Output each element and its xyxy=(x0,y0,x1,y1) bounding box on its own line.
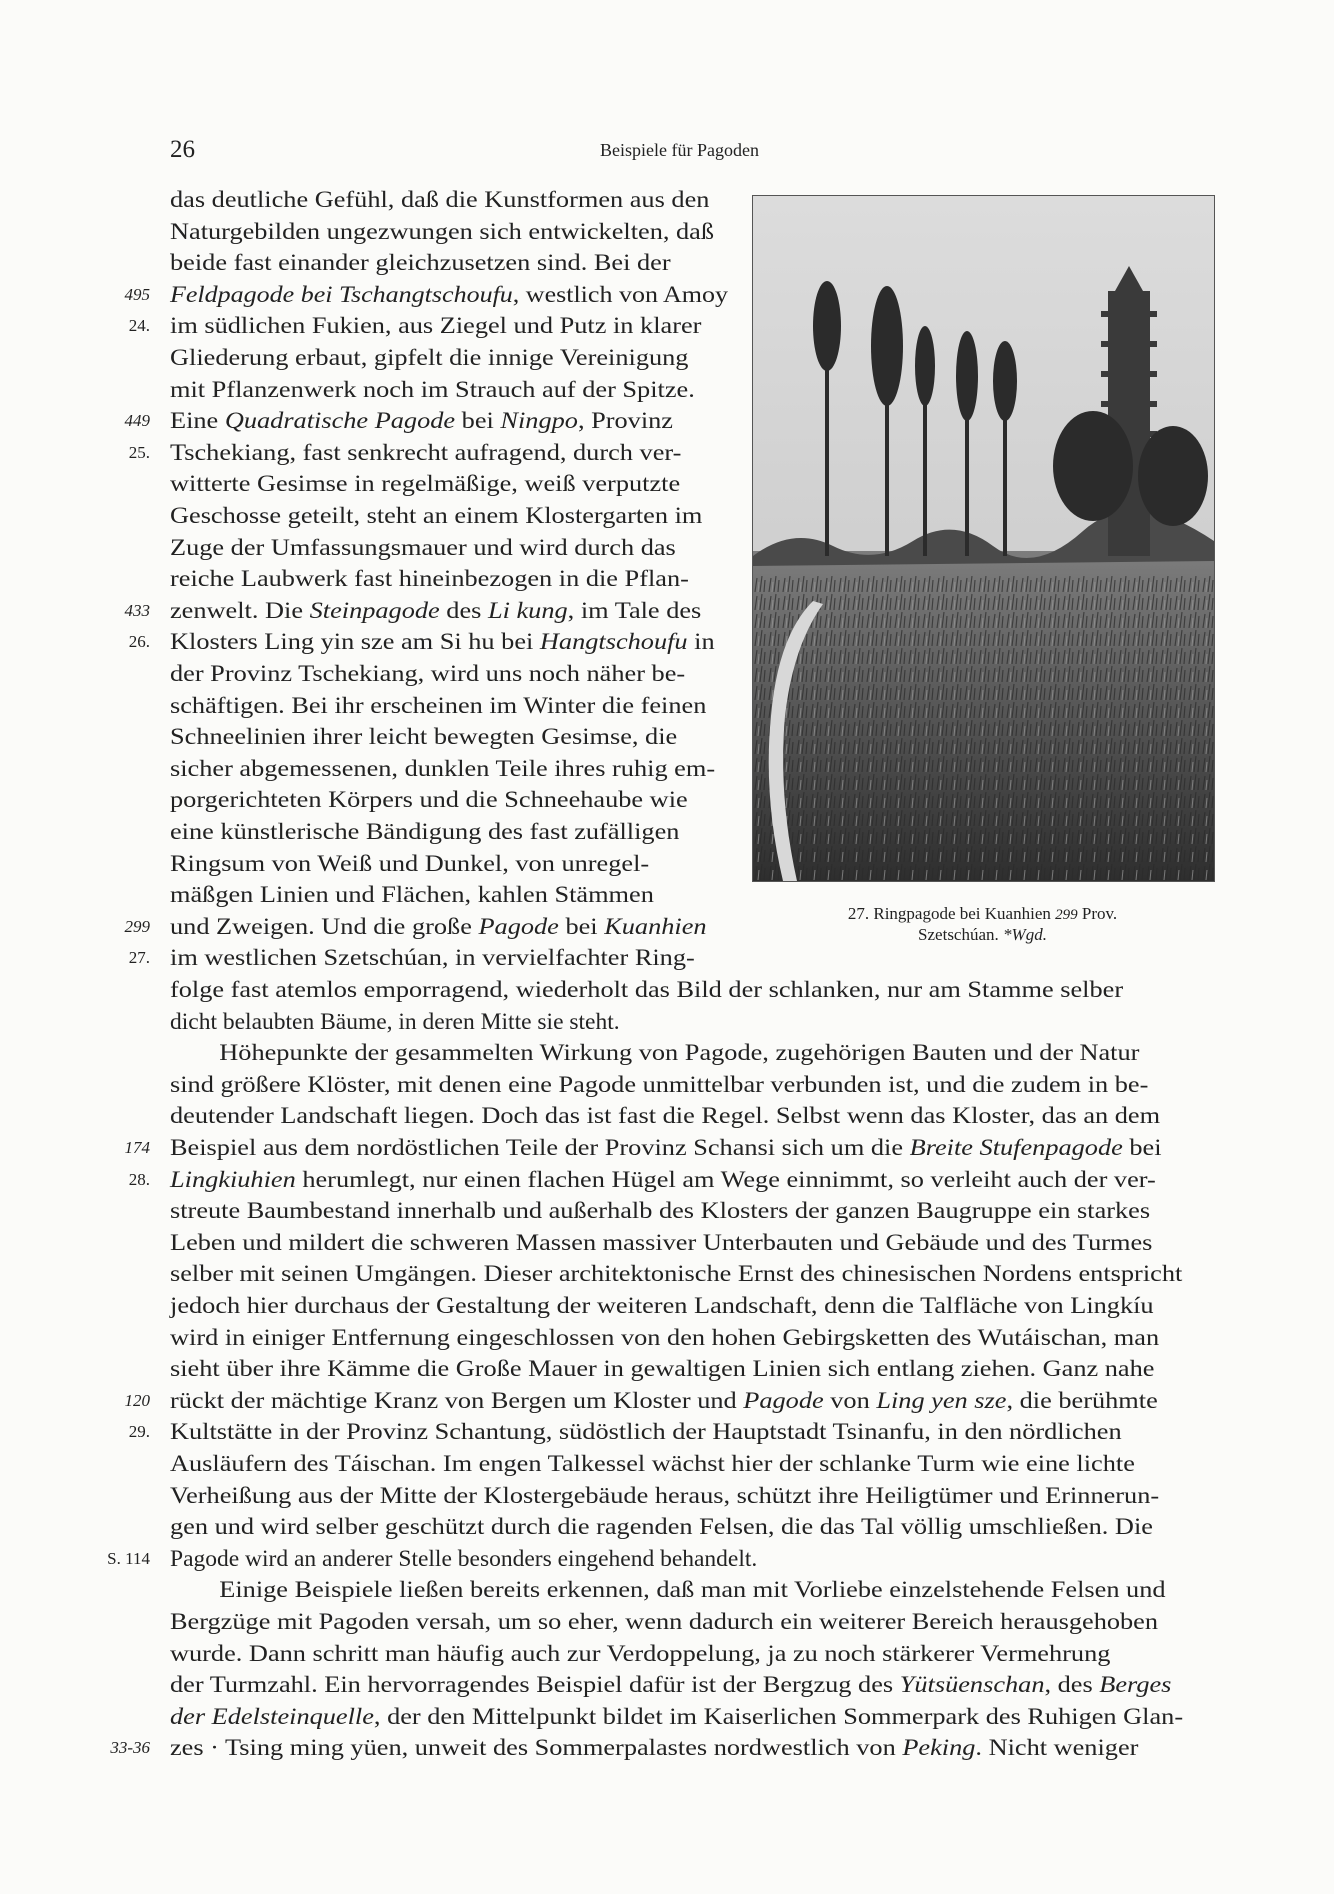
text-run: Zuge der Umfassungsmauer und wird durch das xyxy=(170,534,676,561)
text-run: in xyxy=(687,629,715,656)
text-line xyxy=(170,658,685,690)
text-line xyxy=(170,216,714,248)
text-run: bei xyxy=(1122,1135,1162,1161)
text-run: Einige Beispiele ließen bereits erkennen, daß man mit Vorliebe einzelstehende Felsen und xyxy=(219,1577,1166,1604)
text-line xyxy=(170,1037,1139,1069)
text-run: der Turmzahl. Ein hervorragendes Beispiel dafür ist der Bergzug des xyxy=(170,1672,900,1699)
text-run: , die berühmte xyxy=(1006,1387,1158,1414)
italic-term: Yütsüenschan xyxy=(899,1672,1045,1699)
text-line xyxy=(170,1732,1138,1764)
text-run: herumlegt, nur einen flachen Hügel am Wege einnimmt, so verleiht auch der ver- xyxy=(295,1166,1156,1193)
text-run: der Provinz Tschekiang, wird uns noch näher be- xyxy=(170,661,686,687)
margin-ref: 24. xyxy=(128,316,150,336)
text-run: , westlich von Amoy xyxy=(512,281,729,308)
text-line xyxy=(170,279,728,311)
italic-term: Pagode xyxy=(478,913,559,940)
text-line xyxy=(170,468,680,500)
text-run: Schneelinien ihrer leicht bewegten Gesimse, die xyxy=(170,724,678,751)
text-line xyxy=(170,405,673,437)
text-run: mäßgen Linien und Flächen, kahlen Stämmen xyxy=(170,882,654,909)
text-line xyxy=(170,1701,1183,1733)
text-run: reiche Laubwerk fast hineinbezogen in die Pflan- xyxy=(170,566,689,593)
text-run: Verheißung aus der Mitte der Klostergebäude heraus, schützt ihre Heiligtümer und Erinnerun- xyxy=(170,1482,1160,1509)
text-run: dicht belaubten Bäume, in deren Mitte sie steht. xyxy=(170,1008,620,1035)
text-run: Leben und mildert die schweren Massen massiver Unterbauten und Gebäude und des Turmes xyxy=(170,1229,1153,1256)
text-line xyxy=(170,500,702,532)
caption-credit: *Wgd. xyxy=(1003,925,1047,944)
text-run: porgerichteten Körpers und die Schneehaube wie xyxy=(170,787,688,814)
text-run: Bergzüge mit Pagoden versah, um so eher, wenn dadurch ein weiterer Bereich herausgehoben xyxy=(170,1609,1159,1635)
margin-ref: 25. xyxy=(128,442,150,462)
text-line xyxy=(170,1416,1122,1448)
text-line xyxy=(170,690,706,722)
text-run: des xyxy=(439,597,488,624)
text-run: wurde. Dann schritt man häufig auch zur Verdoppelung, ja zu noch stärkerer Vermehrung xyxy=(170,1640,1111,1667)
italic-term: Breite Stufenpagode xyxy=(909,1135,1123,1161)
text-line xyxy=(170,911,707,943)
text-line xyxy=(170,1290,1154,1322)
margin-ref: 174 xyxy=(124,1138,150,1157)
italic-term: Ling yen sze xyxy=(876,1387,1007,1414)
margin-ref: 26. xyxy=(128,632,150,652)
text-line xyxy=(170,879,654,911)
text-run: . Nicht weniger xyxy=(975,1735,1139,1762)
text-line xyxy=(170,1480,1159,1512)
margin-ref: 495 xyxy=(124,284,150,304)
text-line xyxy=(170,1006,620,1038)
text-run: Ausläufern des Táischan. Im engen Talkessel wächst hier der schlanke Turm wie eine lichte xyxy=(170,1451,1135,1477)
text-run: streute Baumbestand innerhalb und außerhalb des Klosters der ganzen Baugruppe ein starkes xyxy=(170,1198,1151,1225)
text-line xyxy=(170,974,1123,1006)
text-line xyxy=(170,1353,1154,1385)
margin-ref: 29. xyxy=(128,1422,150,1442)
text-run: zenwelt. Die xyxy=(170,597,310,624)
margin-ref: 433 xyxy=(124,600,150,620)
text-line xyxy=(170,1164,1156,1196)
text-line xyxy=(170,342,688,374)
text-line xyxy=(170,1195,1150,1227)
italic-term: Lingkiuhien xyxy=(170,1166,296,1193)
text-line xyxy=(170,1227,1152,1259)
italic-term: Ningpo xyxy=(500,408,578,435)
text-line xyxy=(170,1606,1158,1638)
text-line xyxy=(170,1258,1182,1290)
italic-term: der Edelsteinquelle xyxy=(170,1703,374,1730)
text-run: zes · Tsing ming yüen, unweit des Sommerpalastes nordwestlich von xyxy=(170,1735,903,1762)
text-run: im südlichen Fukien, aus Ziegel und Putz in klarer xyxy=(170,313,702,340)
margin-ref: 449 xyxy=(124,411,150,431)
text-run: jedoch hier durchaus der Gestaltung der weiteren Landschaft, denn die Talfläche von Lingkíu xyxy=(170,1293,1154,1319)
text-line xyxy=(170,1100,1160,1132)
text-line xyxy=(170,184,709,216)
text-run: Kultstätte in der Provinz Schantung, südöstlich der Hauptstadt Tsinanfu, in den nördlichen xyxy=(170,1419,1122,1446)
italic-term: Pagode xyxy=(743,1387,824,1414)
margin-ref: 28. xyxy=(128,1169,150,1189)
caption-text: 27. Ringpagode bei Kuanhien xyxy=(847,904,1056,923)
text-line xyxy=(170,816,679,848)
text-line xyxy=(170,310,701,342)
text-line xyxy=(170,1448,1135,1480)
figure-caption xyxy=(752,904,1213,945)
text-line xyxy=(170,563,689,595)
text-run: Eine xyxy=(170,408,225,435)
page-number: 26 xyxy=(170,136,195,163)
caption-ref: 299 xyxy=(1055,907,1078,923)
text-run: Geschosse geteilt, steht an einem Klostergarten im xyxy=(170,503,703,529)
italic-term: Steinpagode xyxy=(309,597,440,624)
text-run: wird in einiger Entfernung eingeschlossen von den hohen Gebirgsketten des Wutáischan, man xyxy=(170,1324,1160,1351)
text-run: mit Pflanzenwerk noch im Strauch auf der Spitze. xyxy=(170,376,695,403)
text-run: Höhepunkte der gesammelten Wirkung von Pagode, zugehörigen Bauten und der Natur xyxy=(219,1040,1140,1067)
text-line xyxy=(170,1543,757,1575)
italic-term: Peking xyxy=(902,1735,976,1762)
text-run: beide fast einander gleichzusetzen sind. Bei der xyxy=(170,250,671,277)
text-line xyxy=(170,784,688,816)
text-run: Beispiel aus dem nordöstlichen Teile der Provinz Schansi sich um die xyxy=(170,1135,910,1161)
italic-term: Berges xyxy=(1099,1672,1172,1699)
text-run: witterte Gesimse in regelmäßige, weiß verputzte xyxy=(170,471,681,498)
italic-term: Feldpagode bei Tschangtschoufu xyxy=(170,281,513,308)
text-line xyxy=(170,1069,1148,1101)
caption-text-end: Prov. xyxy=(1077,904,1118,923)
text-run: deutender Landschaft liegen. Doch das ist fast die Regel. Selbst wenn das Kloster, das an dem xyxy=(170,1103,1161,1130)
text-line xyxy=(170,721,677,753)
text-line xyxy=(170,437,681,469)
text-run: , des xyxy=(1044,1672,1100,1699)
text-line xyxy=(170,1669,1171,1701)
text-run: eine künstlerische Bändigung des fast zufälligen xyxy=(170,819,680,845)
text-run: sicher abgemessenen, dunklen Teile ihres ruhig em- xyxy=(170,755,716,782)
text-line xyxy=(170,1511,1153,1543)
margin-ref: 299 xyxy=(124,916,150,936)
text-run: sind größere Klöster, mit denen eine Pagode unmittelbar verbunden ist, und die zudem in be- xyxy=(170,1071,1149,1098)
text-line xyxy=(170,1322,1159,1354)
text-run: Klosters Ling yin sze am Si hu bei xyxy=(170,629,540,656)
text-line xyxy=(170,626,715,658)
margin-ref: 27. xyxy=(128,948,150,968)
text-run: und Zweigen. Und die große xyxy=(170,913,479,940)
text-run: Tschekiang, fast senkrecht aufragend, durch ver- xyxy=(170,439,682,466)
text-line xyxy=(170,942,695,974)
text-run: , der den Mittelpunkt bildet im Kaiserlichen Sommerpark des Ruhigen Glan- xyxy=(373,1703,1184,1730)
text-run: Gliederung erbaut, gipfelt die innige Vereinigung xyxy=(170,345,689,371)
text-run: bei xyxy=(455,408,501,435)
text-line xyxy=(170,1638,1110,1670)
text-line xyxy=(170,848,649,880)
text-line xyxy=(170,374,695,406)
text-line xyxy=(170,753,715,785)
text-run: Naturgebilden ungezwungen sich entwickelten, daß xyxy=(170,218,715,245)
margin-ref: 120 xyxy=(124,1390,150,1410)
text-run: selber mit seinen Umgängen. Dieser architektonische Ernst des chinesischen Nordens entspricht xyxy=(170,1261,1183,1288)
italic-term: Quadratische Pagode xyxy=(224,408,456,435)
text-run: schäftigen. Bei ihr erscheinen im Winter die feinen xyxy=(170,692,707,719)
italic-term: Li kung xyxy=(487,597,568,624)
text-run: , Provinz xyxy=(577,408,673,435)
text-line xyxy=(170,595,701,627)
text-run: Pagode wird an anderer Stelle besonders eingehend behandelt. xyxy=(170,1545,758,1572)
margin-ref: S. 114 xyxy=(107,1548,150,1568)
running-title: Beispiele für Pagoden xyxy=(600,140,759,160)
text-run: , im Tale des xyxy=(567,597,702,624)
caption-location: Szetschúan. xyxy=(918,925,1004,944)
text-line xyxy=(170,532,676,564)
text-run: bei xyxy=(558,913,605,940)
margin-ref: 33-36 xyxy=(110,1738,150,1758)
text-line xyxy=(170,1132,1162,1164)
figure-photo xyxy=(752,195,1215,882)
text-run: folge fast atemlos emporragend, wiederholt das Bild der schlanken, nur am Stamme selber xyxy=(170,977,1124,1003)
text-run: gen und wird selber geschützt durch die ragenden Felsen, die das Tal völlig umschließen. Die xyxy=(170,1514,1153,1541)
text-run: von xyxy=(823,1387,877,1414)
text-run: das deutliche Gefühl, daß die Kunstformen aus den xyxy=(170,187,710,213)
text-line xyxy=(170,247,671,279)
text-line xyxy=(170,1574,1166,1606)
text-run: rückt der mächtige Kranz von Bergen um Kloster und xyxy=(170,1387,744,1414)
text-run: Ringsum von Weiß und Dunkel, von unregel- xyxy=(170,850,650,877)
text-run: sieht über ihre Kämme die Große Mauer in gewaltigen Linien sich entlang ziehen. Ganz nahe xyxy=(170,1356,1155,1383)
italic-term: Hangtschoufu xyxy=(539,629,688,656)
text-run: im westlichen Szetschúan, in vervielfachter Ring- xyxy=(170,945,695,972)
italic-term: Kuanhien xyxy=(604,913,707,940)
text-line xyxy=(170,1385,1158,1417)
